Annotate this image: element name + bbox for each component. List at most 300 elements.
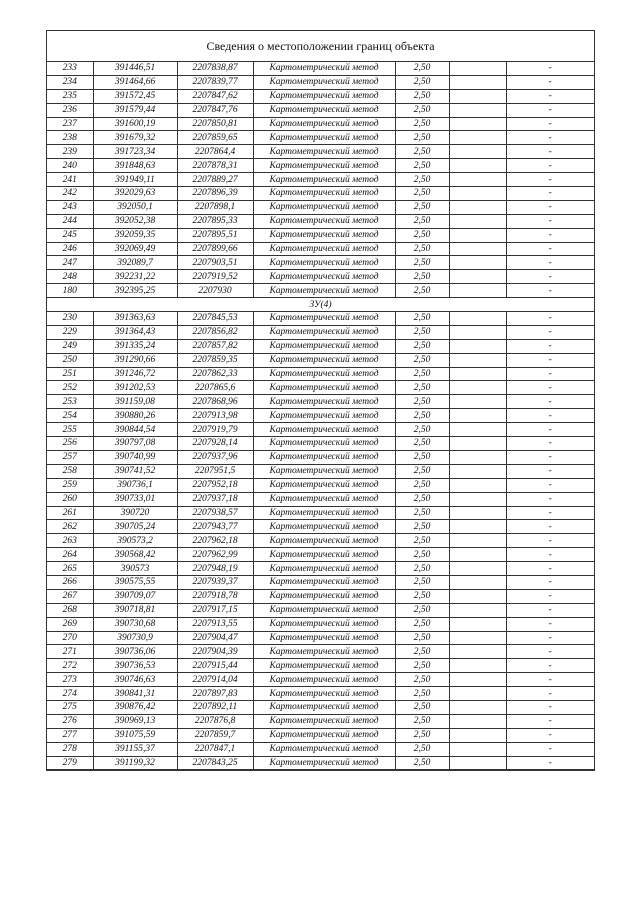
cell-description: - xyxy=(506,603,594,617)
table-row xyxy=(47,534,594,548)
cell-accuracy: 2,50 xyxy=(395,367,449,381)
cell-accuracy: 2,50 xyxy=(395,742,449,756)
cell-extra xyxy=(449,437,506,451)
cell-y-coordinate: 2207850,81 xyxy=(177,117,253,131)
cell-x-coordinate: 390573,2 xyxy=(93,534,177,548)
cell-extra xyxy=(449,617,506,631)
cell-x-coordinate: 391600,19 xyxy=(93,117,177,131)
cell-extra xyxy=(449,256,506,270)
cell-method: Картометрический метод xyxy=(253,409,395,423)
cell-x-coordinate: 391199,32 xyxy=(93,756,177,770)
table-row xyxy=(47,742,594,756)
cell-description: - xyxy=(506,506,594,520)
cell-description: - xyxy=(506,492,594,506)
cell-method: Картометрический метод xyxy=(253,728,395,742)
table-row xyxy=(47,617,594,631)
cell-x-coordinate: 390730,9 xyxy=(93,631,177,645)
table-row xyxy=(47,492,594,506)
cell-extra xyxy=(449,214,506,228)
cell-description: - xyxy=(506,131,594,145)
cell-accuracy: 2,50 xyxy=(395,645,449,659)
cell-extra xyxy=(449,575,506,589)
cell-extra xyxy=(449,728,506,742)
table-row xyxy=(47,645,594,659)
table-row xyxy=(47,548,594,562)
cell-point-number: 239 xyxy=(47,145,93,159)
cell-point-number: 236 xyxy=(47,103,93,117)
cell-y-coordinate: 2207918,78 xyxy=(177,589,253,603)
cell-description: - xyxy=(506,62,594,75)
cell-point-number: 242 xyxy=(47,187,93,201)
cell-accuracy: 2,50 xyxy=(395,631,449,645)
section-heading: ЗУ(4) xyxy=(47,298,594,312)
cell-point-number: 241 xyxy=(47,173,93,187)
cell-method: Картометрический метод xyxy=(253,714,395,728)
cell-accuracy: 2,50 xyxy=(395,214,449,228)
table-row xyxy=(47,603,594,617)
cell-description: - xyxy=(506,714,594,728)
cell-description: - xyxy=(506,464,594,478)
table-title: Сведения о местоположении границ объекта xyxy=(47,31,594,62)
cell-extra xyxy=(449,103,506,117)
cell-description: - xyxy=(506,159,594,173)
cell-y-coordinate: 2207876,8 xyxy=(177,714,253,728)
cell-point-number: 258 xyxy=(47,464,93,478)
cell-method: Картометрический метод xyxy=(253,478,395,492)
cell-point-number: 271 xyxy=(47,645,93,659)
cell-extra xyxy=(449,62,506,75)
cell-extra xyxy=(449,200,506,214)
cell-description: - xyxy=(506,520,594,534)
cell-point-number: 244 xyxy=(47,214,93,228)
cell-extra xyxy=(449,506,506,520)
cell-description: - xyxy=(506,187,594,201)
cell-method: Картометрический метод xyxy=(253,589,395,603)
cell-point-number: 251 xyxy=(47,367,93,381)
cell-accuracy: 2,50 xyxy=(395,492,449,506)
cell-accuracy: 2,50 xyxy=(395,589,449,603)
cell-extra xyxy=(449,339,506,353)
cell-description: - xyxy=(506,423,594,437)
cell-point-number: 277 xyxy=(47,728,93,742)
table-row xyxy=(47,214,594,228)
cell-point-number: 240 xyxy=(47,159,93,173)
cell-extra xyxy=(449,325,506,339)
cell-point-number: 268 xyxy=(47,603,93,617)
cell-extra xyxy=(449,284,506,298)
cell-y-coordinate: 2207862,33 xyxy=(177,367,253,381)
cell-x-coordinate: 391572,45 xyxy=(93,89,177,103)
table-row xyxy=(47,312,594,326)
cell-extra xyxy=(449,756,506,770)
cell-accuracy: 2,50 xyxy=(395,173,449,187)
cell-extra xyxy=(449,75,506,89)
cell-y-coordinate: 2207899,66 xyxy=(177,242,253,256)
cell-point-number: 233 xyxy=(47,62,93,75)
cell-y-coordinate: 2207939,37 xyxy=(177,575,253,589)
cell-point-number: 261 xyxy=(47,506,93,520)
cell-description: - xyxy=(506,103,594,117)
cell-x-coordinate: 390841,31 xyxy=(93,687,177,701)
cell-method: Картометрический метод xyxy=(253,325,395,339)
cell-x-coordinate: 390575,55 xyxy=(93,575,177,589)
cell-point-number: 249 xyxy=(47,339,93,353)
cell-extra xyxy=(449,548,506,562)
cell-point-number: 234 xyxy=(47,75,93,89)
cell-y-coordinate: 2207859,35 xyxy=(177,353,253,367)
cell-extra xyxy=(449,145,506,159)
cell-x-coordinate: 391723,34 xyxy=(93,145,177,159)
cell-point-number: 245 xyxy=(47,228,93,242)
cell-y-coordinate: 2207938,57 xyxy=(177,506,253,520)
cell-accuracy: 2,50 xyxy=(395,603,449,617)
cell-method: Картометрический метод xyxy=(253,562,395,576)
cell-description: - xyxy=(506,270,594,284)
table-row xyxy=(47,423,594,437)
cell-extra xyxy=(449,423,506,437)
table-row xyxy=(47,700,594,714)
table-row xyxy=(47,687,594,701)
cell-x-coordinate: 391246,72 xyxy=(93,367,177,381)
cell-extra xyxy=(449,700,506,714)
cell-y-coordinate: 2207962,99 xyxy=(177,548,253,562)
cell-method: Картометрический метод xyxy=(253,492,395,506)
cell-method: Картометрический метод xyxy=(253,631,395,645)
table-row xyxy=(47,673,594,687)
cell-y-coordinate: 2207948,19 xyxy=(177,562,253,576)
cell-accuracy: 2,50 xyxy=(395,464,449,478)
cell-description: - xyxy=(506,200,594,214)
cell-point-number: 274 xyxy=(47,687,93,701)
cell-y-coordinate: 2207857,82 xyxy=(177,339,253,353)
cell-y-coordinate: 2207930 xyxy=(177,284,253,298)
cell-point-number: 235 xyxy=(47,89,93,103)
cell-y-coordinate: 2207865,6 xyxy=(177,381,253,395)
cell-point-number: 275 xyxy=(47,700,93,714)
cell-method: Картометрический метод xyxy=(253,742,395,756)
cell-y-coordinate: 2207892,11 xyxy=(177,700,253,714)
cell-accuracy: 2,50 xyxy=(395,312,449,326)
cell-point-number: 259 xyxy=(47,478,93,492)
cell-y-coordinate: 2207928,14 xyxy=(177,437,253,451)
cell-accuracy: 2,50 xyxy=(395,131,449,145)
cell-x-coordinate: 392069,49 xyxy=(93,242,177,256)
cell-y-coordinate: 2207859,65 xyxy=(177,131,253,145)
cell-y-coordinate: 2207897,83 xyxy=(177,687,253,701)
cell-extra xyxy=(449,89,506,103)
cell-y-coordinate: 2207839,77 xyxy=(177,75,253,89)
cell-description: - xyxy=(506,645,594,659)
cell-accuracy: 2,50 xyxy=(395,284,449,298)
cell-method: Картометрический метод xyxy=(253,270,395,284)
cell-description: - xyxy=(506,728,594,742)
cell-x-coordinate: 391364,43 xyxy=(93,325,177,339)
cell-y-coordinate: 2207913,55 xyxy=(177,617,253,631)
boundary-table-sheet xyxy=(46,30,595,771)
cell-x-coordinate: 390746,63 xyxy=(93,673,177,687)
cell-method: Картометрический метод xyxy=(253,687,395,701)
table-row xyxy=(47,353,594,367)
cell-y-coordinate: 2207898,1 xyxy=(177,200,253,214)
cell-extra xyxy=(449,562,506,576)
cell-method: Картометрический метод xyxy=(253,75,395,89)
cell-extra xyxy=(449,478,506,492)
cell-y-coordinate: 2207919,52 xyxy=(177,270,253,284)
cell-x-coordinate: 390736,06 xyxy=(93,645,177,659)
table-row xyxy=(47,506,594,520)
cell-method: Картометрический метод xyxy=(253,423,395,437)
cell-accuracy: 2,50 xyxy=(395,756,449,770)
cell-x-coordinate: 391159,08 xyxy=(93,395,177,409)
table-row xyxy=(47,131,594,145)
cell-y-coordinate: 2207962,18 xyxy=(177,534,253,548)
cell-x-coordinate: 391335,24 xyxy=(93,339,177,353)
cell-description: - xyxy=(506,381,594,395)
table-row xyxy=(47,409,594,423)
cell-description: - xyxy=(506,117,594,131)
cell-extra xyxy=(449,173,506,187)
cell-method: Картометрический метод xyxy=(253,395,395,409)
cell-extra xyxy=(449,673,506,687)
cell-point-number: 276 xyxy=(47,714,93,728)
cell-x-coordinate: 390880,26 xyxy=(93,409,177,423)
cell-extra xyxy=(449,714,506,728)
cell-extra xyxy=(449,520,506,534)
cell-point-number: 246 xyxy=(47,242,93,256)
cell-y-coordinate: 2207915,44 xyxy=(177,659,253,673)
cell-description: - xyxy=(506,173,594,187)
cell-extra xyxy=(449,492,506,506)
cell-y-coordinate: 2207856,82 xyxy=(177,325,253,339)
cell-x-coordinate: 390969,13 xyxy=(93,714,177,728)
cell-point-number: 266 xyxy=(47,575,93,589)
cell-accuracy: 2,50 xyxy=(395,520,449,534)
cell-y-coordinate: 2207914,04 xyxy=(177,673,253,687)
coordinates-table-body xyxy=(47,62,594,770)
table-row xyxy=(47,284,594,298)
cell-point-number: 269 xyxy=(47,617,93,631)
table-row xyxy=(47,756,594,770)
cell-x-coordinate: 392052,38 xyxy=(93,214,177,228)
cell-point-number: 262 xyxy=(47,520,93,534)
cell-method: Картометрический метод xyxy=(253,437,395,451)
cell-description: - xyxy=(506,437,594,451)
cell-x-coordinate: 392029,63 xyxy=(93,187,177,201)
cell-x-coordinate: 390736,53 xyxy=(93,659,177,673)
cell-description: - xyxy=(506,659,594,673)
cell-y-coordinate: 2207952,18 xyxy=(177,478,253,492)
cell-y-coordinate: 2207919,79 xyxy=(177,423,253,437)
cell-method: Картометрический метод xyxy=(253,617,395,631)
cell-method: Картометрический метод xyxy=(253,756,395,770)
cell-point-number: 238 xyxy=(47,131,93,145)
cell-point-number: 237 xyxy=(47,117,93,131)
table-row xyxy=(47,437,594,451)
cell-x-coordinate: 392395,25 xyxy=(93,284,177,298)
cell-method: Картометрический метод xyxy=(253,117,395,131)
table-row xyxy=(47,450,594,464)
cell-point-number: 255 xyxy=(47,423,93,437)
cell-description: - xyxy=(506,673,594,687)
table-row xyxy=(47,145,594,159)
cell-point-number: 253 xyxy=(47,395,93,409)
cell-extra xyxy=(449,312,506,326)
cell-accuracy: 2,50 xyxy=(395,450,449,464)
table-row xyxy=(47,256,594,270)
cell-method: Картометрический метод xyxy=(253,159,395,173)
table-row xyxy=(47,117,594,131)
table-row xyxy=(47,173,594,187)
cell-accuracy: 2,50 xyxy=(395,673,449,687)
cell-description: - xyxy=(506,312,594,326)
table-row xyxy=(47,589,594,603)
cell-description: - xyxy=(506,339,594,353)
cell-description: - xyxy=(506,575,594,589)
cell-description: - xyxy=(506,562,594,576)
cell-description: - xyxy=(506,353,594,367)
cell-method: Картометрический метод xyxy=(253,228,395,242)
cell-point-number: 247 xyxy=(47,256,93,270)
cell-point-number: 265 xyxy=(47,562,93,576)
cell-method: Картометрический метод xyxy=(253,62,395,75)
cell-method: Картометрический метод xyxy=(253,256,395,270)
cell-method: Картометрический метод xyxy=(253,187,395,201)
cell-point-number: 263 xyxy=(47,534,93,548)
cell-y-coordinate: 2207889,27 xyxy=(177,173,253,187)
cell-method: Картометрический метод xyxy=(253,534,395,548)
cell-description: - xyxy=(506,145,594,159)
cell-y-coordinate: 2207937,18 xyxy=(177,492,253,506)
cell-accuracy: 2,50 xyxy=(395,103,449,117)
cell-accuracy: 2,50 xyxy=(395,700,449,714)
cell-method: Картометрический метод xyxy=(253,603,395,617)
table-row xyxy=(47,478,594,492)
cell-accuracy: 2,50 xyxy=(395,145,449,159)
cell-description: - xyxy=(506,214,594,228)
cell-extra xyxy=(449,450,506,464)
cell-accuracy: 2,50 xyxy=(395,200,449,214)
cell-x-coordinate: 390573 xyxy=(93,562,177,576)
cell-description: - xyxy=(506,325,594,339)
table-row xyxy=(47,714,594,728)
cell-method: Картометрический метод xyxy=(253,450,395,464)
cell-x-coordinate: 391848,63 xyxy=(93,159,177,173)
cell-x-coordinate: 390733,01 xyxy=(93,492,177,506)
cell-x-coordinate: 390705,24 xyxy=(93,520,177,534)
cell-extra xyxy=(449,367,506,381)
cell-accuracy: 2,50 xyxy=(395,437,449,451)
cell-point-number: 257 xyxy=(47,450,93,464)
table-row xyxy=(47,367,594,381)
cell-description: - xyxy=(506,450,594,464)
table-row xyxy=(47,728,594,742)
cell-extra xyxy=(449,159,506,173)
cell-x-coordinate: 390844,54 xyxy=(93,423,177,437)
cell-accuracy: 2,50 xyxy=(395,714,449,728)
cell-y-coordinate: 2207847,1 xyxy=(177,742,253,756)
cell-point-number: 248 xyxy=(47,270,93,284)
cell-accuracy: 2,50 xyxy=(395,228,449,242)
cell-description: - xyxy=(506,756,594,770)
cell-x-coordinate: 390709,07 xyxy=(93,589,177,603)
cell-method: Картометрический метод xyxy=(253,575,395,589)
cell-accuracy: 2,50 xyxy=(395,117,449,131)
cell-point-number: 279 xyxy=(47,756,93,770)
cell-accuracy: 2,50 xyxy=(395,256,449,270)
cell-x-coordinate: 390740,99 xyxy=(93,450,177,464)
cell-y-coordinate: 2207859,7 xyxy=(177,728,253,742)
cell-x-coordinate: 390730,68 xyxy=(93,617,177,631)
cell-description: - xyxy=(506,395,594,409)
cell-y-coordinate: 2207913,98 xyxy=(177,409,253,423)
cell-description: - xyxy=(506,256,594,270)
cell-y-coordinate: 2207864,4 xyxy=(177,145,253,159)
cell-extra xyxy=(449,659,506,673)
cell-accuracy: 2,50 xyxy=(395,159,449,173)
cell-method: Картометрический метод xyxy=(253,548,395,562)
cell-extra xyxy=(449,603,506,617)
cell-description: - xyxy=(506,687,594,701)
cell-x-coordinate: 390568,42 xyxy=(93,548,177,562)
cell-method: Картометрический метод xyxy=(253,103,395,117)
table-row xyxy=(47,659,594,673)
table-row xyxy=(47,520,594,534)
cell-x-coordinate: 391363,63 xyxy=(93,312,177,326)
cell-method: Картометрический метод xyxy=(253,700,395,714)
cell-y-coordinate: 2207917,15 xyxy=(177,603,253,617)
cell-y-coordinate: 2207845,53 xyxy=(177,312,253,326)
cell-point-number: 180 xyxy=(47,284,93,298)
cell-point-number: 256 xyxy=(47,437,93,451)
cell-accuracy: 2,50 xyxy=(395,575,449,589)
cell-accuracy: 2,50 xyxy=(395,270,449,284)
cell-accuracy: 2,50 xyxy=(395,728,449,742)
cell-x-coordinate: 391949,11 xyxy=(93,173,177,187)
cell-method: Картометрический метод xyxy=(253,242,395,256)
cell-accuracy: 2,50 xyxy=(395,353,449,367)
cell-method: Картометрический метод xyxy=(253,312,395,326)
table-row xyxy=(47,75,594,89)
cell-extra xyxy=(449,687,506,701)
cell-extra xyxy=(449,228,506,242)
cell-extra xyxy=(449,534,506,548)
cell-accuracy: 2,50 xyxy=(395,409,449,423)
cell-point-number: 250 xyxy=(47,353,93,367)
cell-accuracy: 2,50 xyxy=(395,395,449,409)
cell-y-coordinate: 2207896,39 xyxy=(177,187,253,201)
table-row xyxy=(47,228,594,242)
cell-x-coordinate: 390720 xyxy=(93,506,177,520)
cell-accuracy: 2,50 xyxy=(395,506,449,520)
cell-point-number: 230 xyxy=(47,312,93,326)
cell-x-coordinate: 391290,66 xyxy=(93,353,177,367)
cell-accuracy: 2,50 xyxy=(395,617,449,631)
cell-accuracy: 2,50 xyxy=(395,187,449,201)
cell-accuracy: 2,50 xyxy=(395,423,449,437)
cell-accuracy: 2,50 xyxy=(395,62,449,75)
cell-x-coordinate: 391579,44 xyxy=(93,103,177,117)
table-row xyxy=(47,89,594,103)
cell-description: - xyxy=(506,367,594,381)
cell-y-coordinate: 2207951,5 xyxy=(177,464,253,478)
cell-x-coordinate: 391464,66 xyxy=(93,75,177,89)
cell-extra xyxy=(449,464,506,478)
cell-description: - xyxy=(506,589,594,603)
cell-x-coordinate: 392050,1 xyxy=(93,200,177,214)
cell-x-coordinate: 391075,59 xyxy=(93,728,177,742)
cell-description: - xyxy=(506,534,594,548)
cell-x-coordinate: 390718,81 xyxy=(93,603,177,617)
